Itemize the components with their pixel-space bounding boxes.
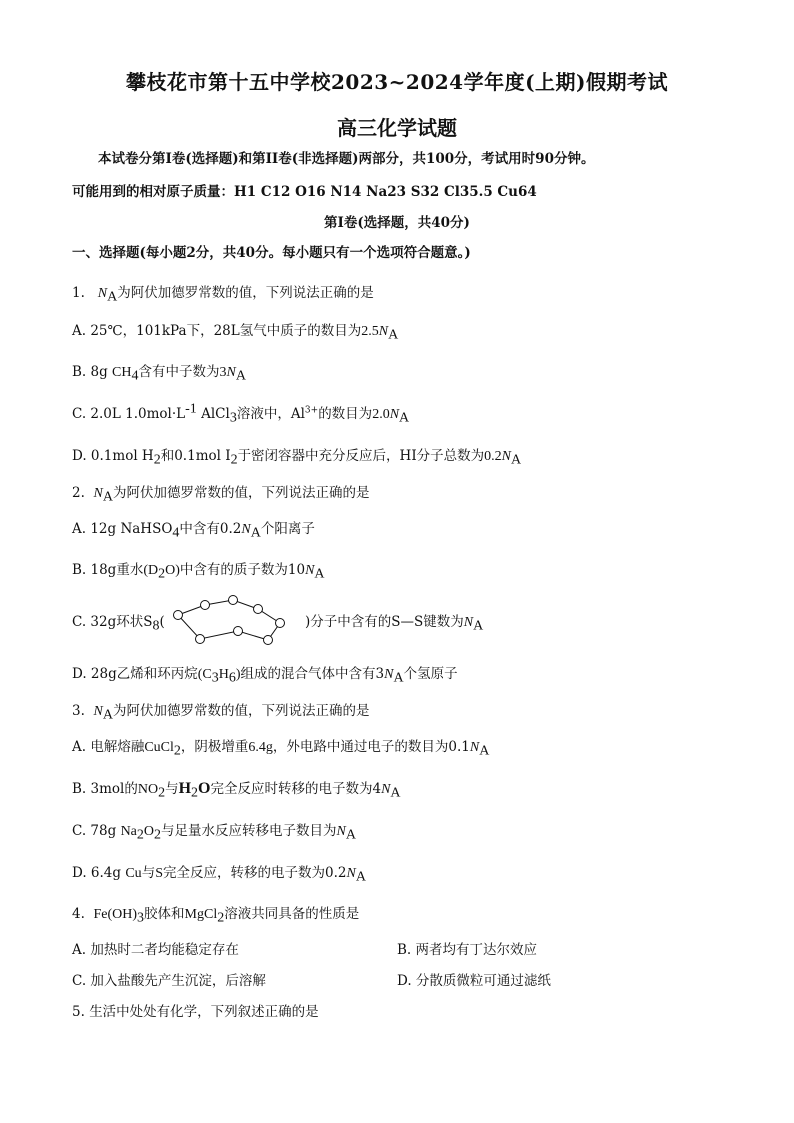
question-4-option-c[interactable]: C. 加入盐酸先产生沉淀，后溶解: [72, 973, 266, 989]
question-2-option-b[interactable]: B. 18g重水$(D_2O)$中含有的质子数为$10N_A$: [72, 562, 325, 582]
atomic-masses: 可能用到的相对原子质量：H1 C12 O16 N14 Na23 S32 Cl35.5 Cu64: [72, 184, 537, 200]
question-5-stem: 5. 生活中处处有化学，下列叙述正确的是: [72, 1004, 319, 1020]
exam-note: 本试卷分第I卷(选择题)和第II卷(非选择题)两部分，共100分，考试用时90分钟。: [98, 151, 595, 167]
question-1-option-d[interactable]: D. 0.1mol $H_2$和0.1mol $I_2$于密闭容器中充分反应后，HI分子总数为$0.2N_A$: [72, 448, 522, 468]
question-3-option-a[interactable]: A. 电解熔融CuCl$_2$，阴极增重6.4g，外电路中通过电子的数目为$0.1N_A$: [72, 739, 490, 759]
question-2-option-c[interactable]: C. 32g环状$S_8$(: [72, 614, 165, 634]
question-1-option-c[interactable]: C. 2.0L $1.0mol\cdot L^{-1}$ AlCl$_3$溶液中，$Al^{3+}$的数目为$2.0N_A$: [72, 401, 410, 426]
question-3-option-d[interactable]: D. 6.4g Cu与S完全反应，转移的电子数为$0.2N_A$: [72, 865, 366, 885]
question-4-option-d[interactable]: D. 分散质微粒可通过滤纸: [397, 973, 551, 989]
question-4-stem: 4. $Fe(OH)_3$胶体和MgCl$_2$溶液共同具备的性质是: [72, 906, 360, 926]
s8-ring-structure: [170, 595, 310, 645]
question-4-option-b[interactable]: B. 两者均有丁达尔效应: [397, 942, 538, 958]
exam-title: 攀枝花市第十五中学校2023~2024学年度(上期)假期考试: [125, 70, 668, 94]
question-2-stem: 2. $N_A$为阿伏加德罗常数的值，下列说法正确的是: [72, 485, 370, 505]
question-1-option-b[interactable]: B. 8g $CH_4$含有中子数为$3N_A$: [72, 364, 246, 384]
question-2-option-c-tail: )分子中含有的S—S键数为$N_A$: [305, 614, 484, 634]
question-1-stem: 1. $N_A$为阿伏加德罗常数的值，下列说法正确的是: [72, 285, 374, 305]
question-1-option-a[interactable]: A. 25℃，101kPa下，28L氢气中质子的数目为$2.5N_A$: [72, 323, 399, 343]
question-4-option-a[interactable]: A. 加热时二者均能稳定存在: [72, 942, 239, 958]
question-3-stem: 3. $N_A$为阿伏加德罗常数的值，下列说法正确的是: [72, 703, 370, 723]
section-heading: 一、选择题(每小题2分，共40分。每小题只有一个选项符合题意。): [72, 245, 471, 261]
part-one-heading: 第I卷(选择题，共40分): [324, 215, 470, 231]
exam-subtitle: 高三化学试题: [337, 116, 457, 140]
question-3-option-c[interactable]: C. 78g $Na_2O_2$与足量水反应转移电子数目为$N_A$: [72, 823, 356, 843]
question-3-option-b[interactable]: B. 3mol的$NO_2$与$H_2O$完全反应时转移的电子数为$4N_A$: [72, 780, 401, 801]
question-2-option-d[interactable]: D. 28g乙烯和环丙烷$(C_3H_6)$组成的混合气体中含有$3N_A$个氢原子: [72, 666, 458, 686]
question-2-option-a[interactable]: A. 12g NaHSO$_4$中含有$0.2N_A$个阳离子: [72, 521, 315, 541]
